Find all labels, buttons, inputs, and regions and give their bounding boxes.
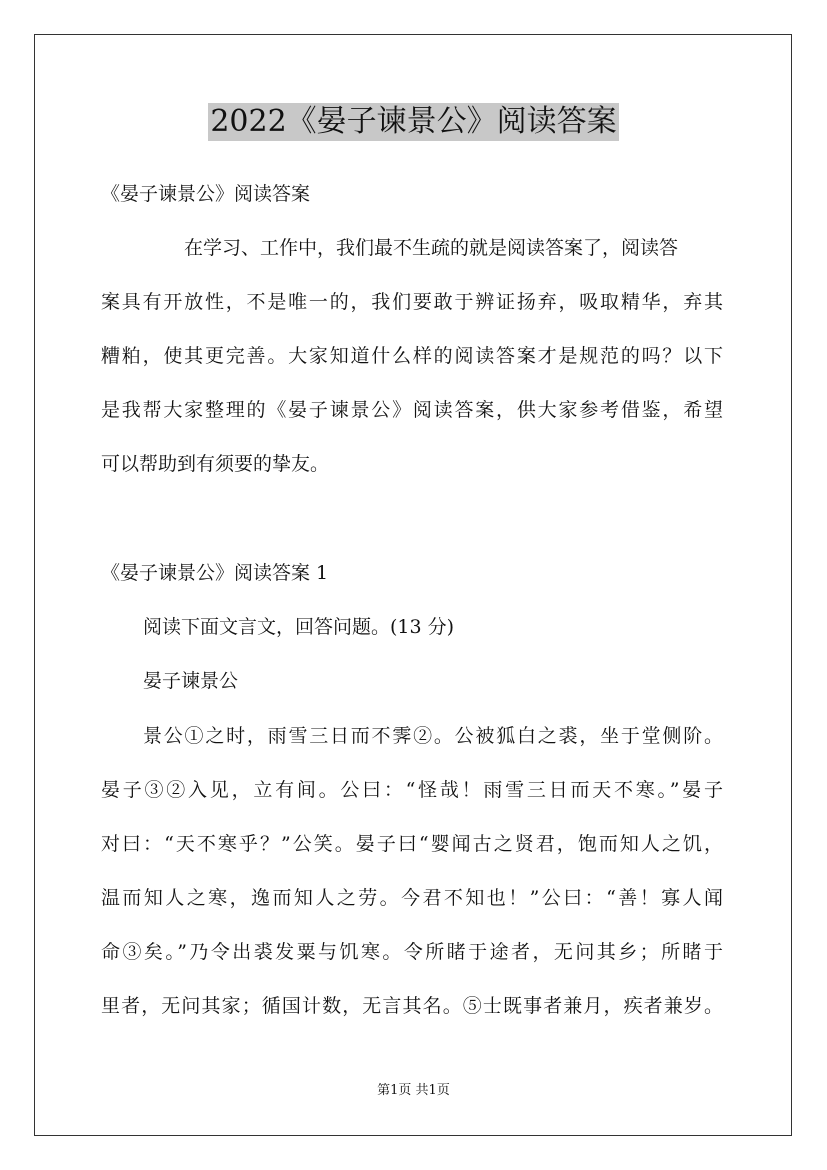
passage-line-1: 景公①之时，雨雪三日而不霁②。公被狐白之裘，坐于堂侧阶。 (143, 725, 723, 747)
section-heading: 《晏子谏景公》阅读答案 1 (101, 562, 329, 584)
intro-line-3: 糟粕，使其更完善。大家知道什么样的阅读答案才是规范的吗？以下 (101, 345, 723, 367)
intro-line-4: 是我帮大家整理的《晏子谏景公》阅读答案，供大家参考借鉴，希望 (101, 399, 723, 421)
page-footer: 第1页 共1页 (377, 1083, 450, 1098)
title-container (0, 103, 827, 141)
instruction-text: 阅读下面文言文，回答问题。(13 分) (143, 616, 455, 638)
intro-line-2: 案具有开放性，不是唯一的，我们要敢于辨证扬弃，吸取精华，弃其 (101, 291, 723, 313)
passage-line-5: 命③矣。”乃令出裘发粟与饥寒。令所睹于途者，无问其乡；所睹于 (101, 941, 723, 963)
passage-line-3: 对曰：“天不寒乎？”公笑。晏子曰“婴闻古之贤君，饱而知人之饥， (101, 833, 723, 855)
document-title: 2022《晏子谏景公》阅读答案 (210, 104, 617, 139)
passage-line-4: 温而知人之寒，逸而知人之劳。今君不知也！”公曰：“善！寡人闻 (101, 887, 723, 909)
passage-line-2: 晏子③②入见，立有间。公曰：“怪哉！雨雪三日而天不寒。”晏子 (101, 779, 723, 801)
intro-line-5: 可以帮助到有须要的挚友。 (101, 453, 330, 475)
intro-line-1: 在学习、工作中，我们最不生疏的就是阅读答案了，阅读答 (184, 237, 679, 259)
passage-title: 晏子谏景公 (143, 670, 239, 692)
passage-line-6: 里者，无问其家；循国计数，无言其名。⑤士既事者兼月，疾者兼岁。 (101, 995, 723, 1017)
document-subtitle: 《晏子谏景公》阅读答案 (101, 183, 311, 205)
